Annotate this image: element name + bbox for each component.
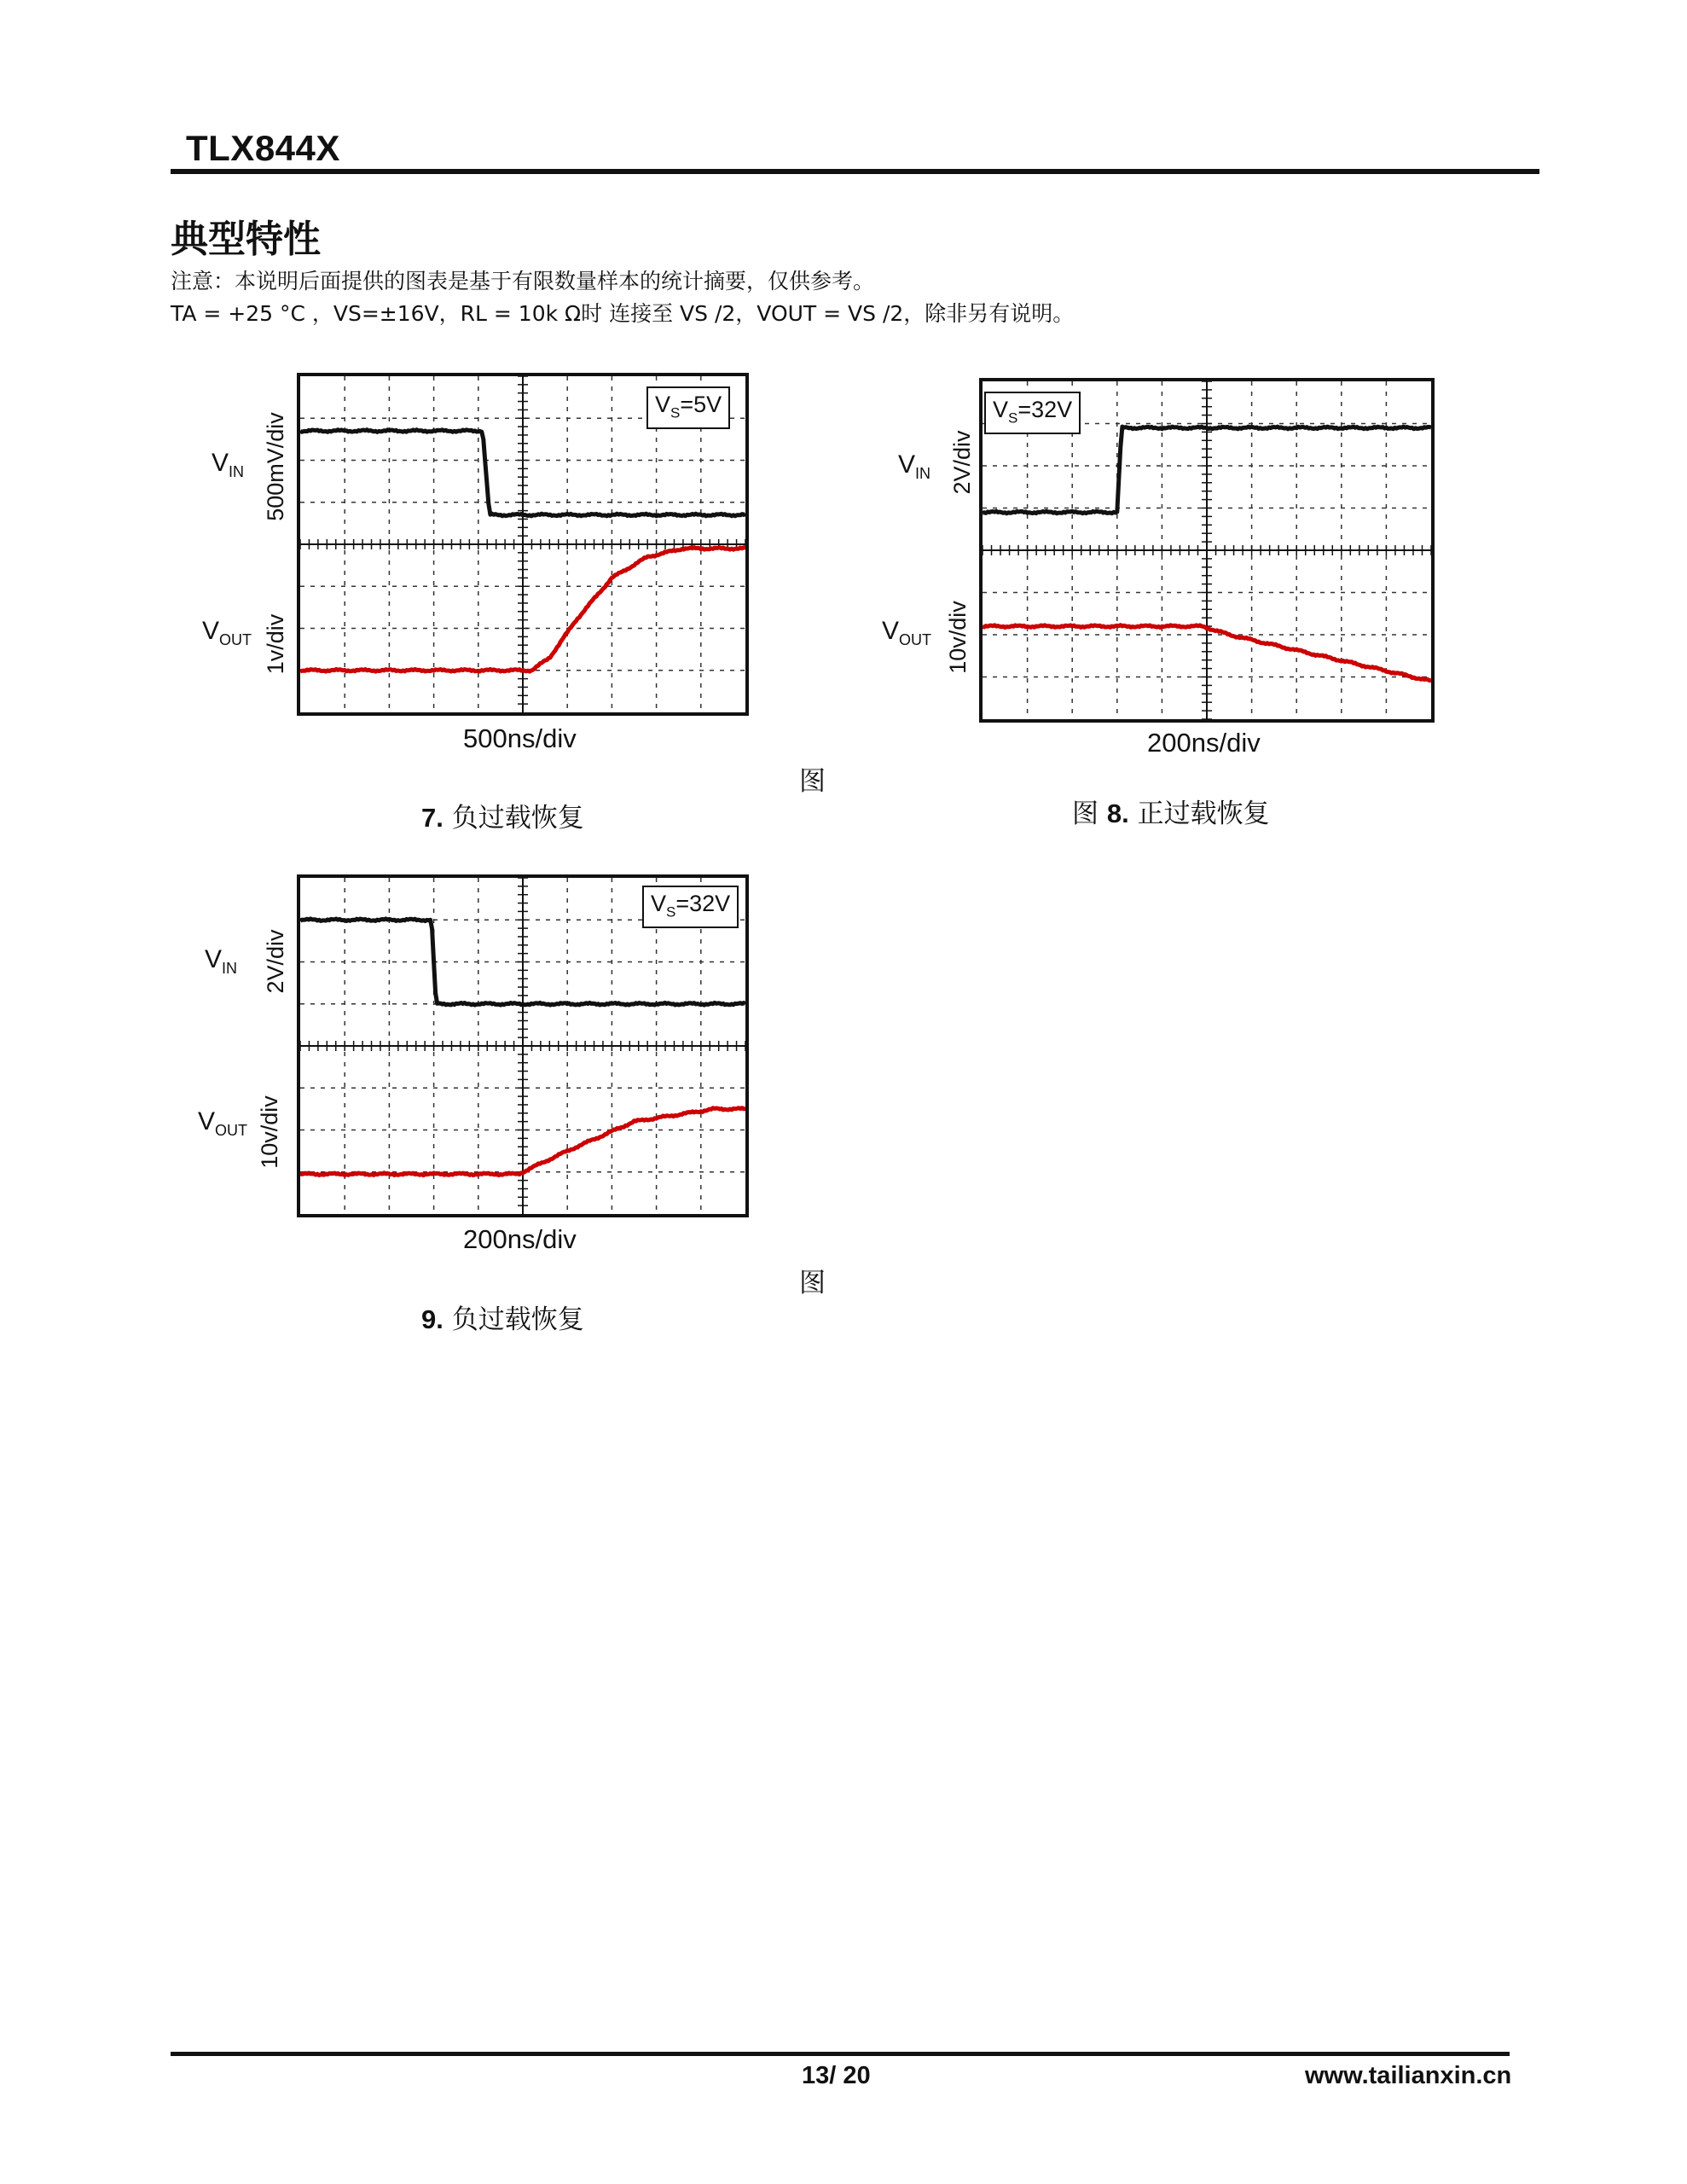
vin-label-8: $V_{IN}$ [898, 450, 931, 482]
vin-scale-9: 2V/div [263, 929, 288, 994]
vin-label-7: $V_{IN}$ [212, 449, 245, 480]
page-number: 13/ 20 [802, 2062, 871, 2089]
vout-label-7: $V_{OUT}$ [202, 617, 252, 648]
doc-title: TLX844X [186, 128, 340, 168]
vs-label-7: $V_S=5V$ [646, 386, 730, 429]
caption-figure-9 [421, 1298, 584, 1336]
caption-text-9: 负过载恢复 [451, 1304, 584, 1335]
vout-scale-7: 1v/div [263, 613, 288, 675]
vin-scale-8: 2V/div [949, 430, 975, 495]
vout-scale-8: 10v/div [945, 601, 971, 674]
caption-figure-7 [421, 796, 584, 834]
caption-prefix-8: 图 [1072, 799, 1099, 829]
time-scale-9: 200ns/div [463, 1224, 577, 1254]
vs-label-9: $V_S=32V$ [642, 886, 739, 928]
caption-num-7: 7. [421, 803, 443, 833]
vout-label-9: $V_{OUT}$ [198, 1107, 248, 1139]
header-rule [171, 169, 1539, 174]
note-conditions: TA = +25 °C ，VS=±16V，RL = 10k Ω时 连接至 VS /2，VOUT = VS /2，除非另有说明。 [171, 301, 1075, 326]
section-title: 典型特性 [171, 218, 321, 261]
caption-text-7: 负过载恢复 [451, 803, 584, 834]
vout-scale-9: 10v/div [257, 1095, 282, 1169]
vout-label-8: $V_{OUT}$ [882, 617, 932, 648]
caption-text-8: 正过载恢复 [1137, 799, 1270, 829]
caption-figure-8 [1072, 792, 1270, 830]
vs-label-8: $V_S=32V$ [984, 392, 1081, 434]
vin-scale-7: 500mV/div [263, 412, 288, 521]
caption-num-8: 8. [1106, 799, 1129, 828]
note-disclaimer: 注意：本说明后面提供的图表是基于有限数量样本的统计摘要，仅供参考。 [171, 269, 875, 293]
footer-website: www.tailianxin.cn [1305, 2062, 1512, 2089]
caption-prefix-7: 图 [799, 766, 826, 797]
time-scale-8: 200ns/div [1147, 728, 1261, 758]
time-scale-7: 500ns/div [463, 723, 577, 753]
footer-rule [171, 2052, 1510, 2056]
caption-prefix-9: 图 [799, 1268, 826, 1298]
vin-label-9: $V_{IN}$ [205, 945, 238, 977]
caption-num-9: 9. [421, 1304, 443, 1334]
